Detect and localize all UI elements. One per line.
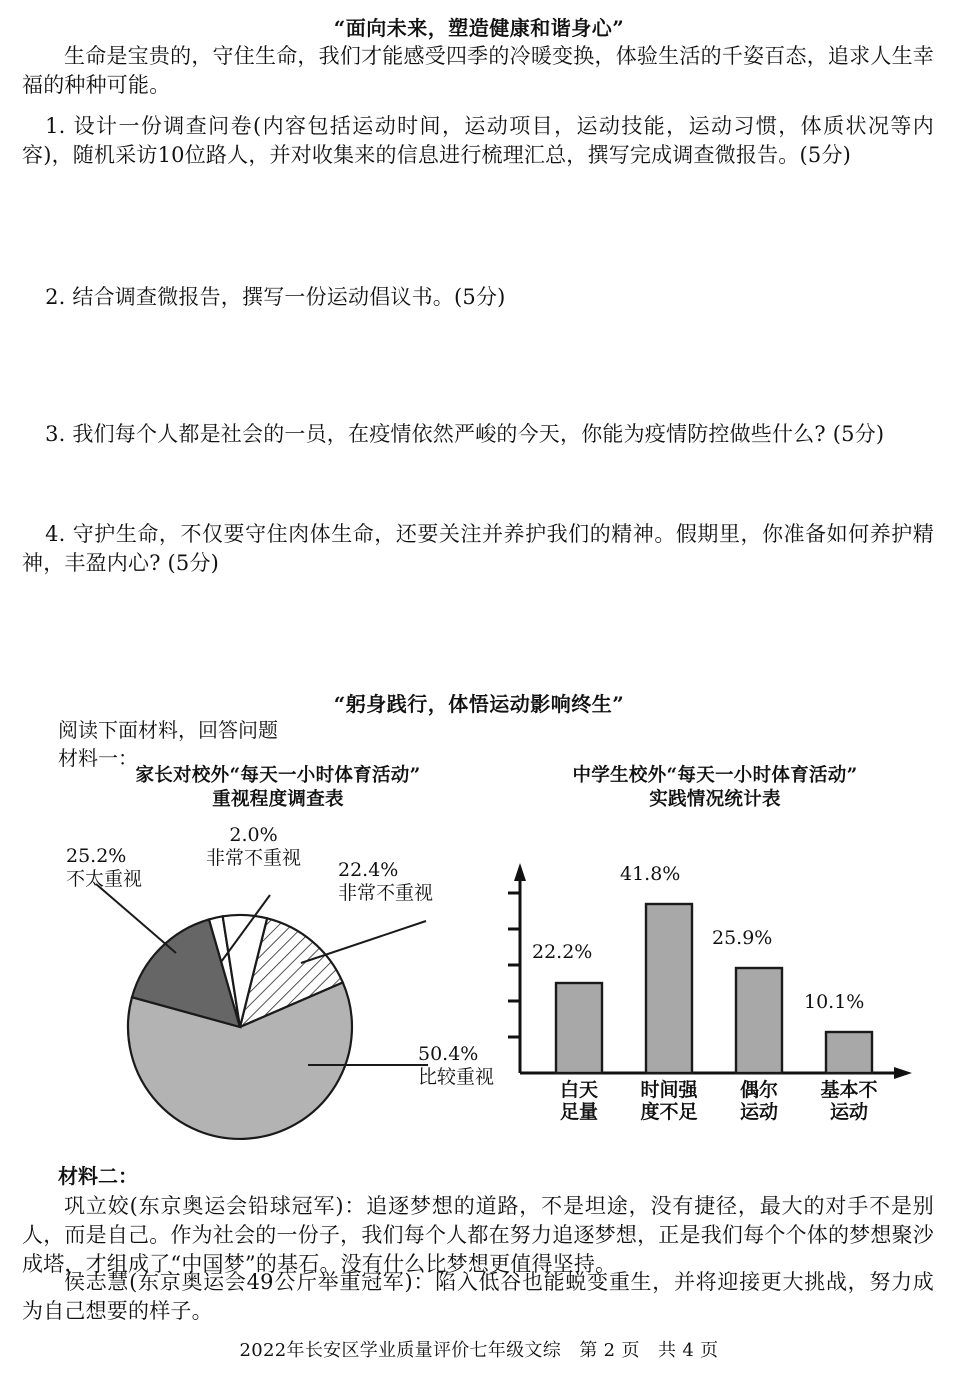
pie-label-fairly-important-504 xyxy=(418,1043,494,1089)
pie-label-pct-224: 22.4% xyxy=(338,858,399,881)
bar-value-label-2: 41.8% xyxy=(620,862,681,885)
question-2: 2. 结合调查微报告，撰写一份运动倡议书。(5分) xyxy=(45,285,506,309)
bar-category-label-4-line-1: 基本不 xyxy=(820,1078,878,1101)
pie-leader-line-224 xyxy=(301,921,426,963)
material-two-label: 材料二： xyxy=(58,1164,138,1188)
pie-title-line-2: 重视程度调查表 xyxy=(212,789,344,811)
material-one-label: 材料一： xyxy=(58,746,138,771)
bar-value-label-4: 10.1% xyxy=(804,990,865,1013)
bar-category-label-4 xyxy=(812,1079,886,1124)
read-instruction: 阅读下面材料，回答问题 xyxy=(58,718,278,742)
bar-category-label-3-line-1: 偶尔 xyxy=(739,1078,778,1101)
section-two-title: “躬身践行，体悟运动影响终生” xyxy=(333,692,625,716)
material-two-paragraph-2: 侯志慧(东京奥运会49公斤举重冠军)：陷入低谷也能蜕变重生，并将迎接更大挑战，努力成为自己想要的样子。 xyxy=(22,1270,934,1323)
pie-label-pct-504: 50.4% xyxy=(418,1042,479,1065)
pie-label-pct-20: 2.0% xyxy=(229,823,278,846)
bar-chart-title xyxy=(500,764,930,813)
bar-category-label-2-line-2: 度不足 xyxy=(640,1101,698,1124)
pie-label-name-504: 比较重视 xyxy=(418,1065,495,1088)
charts-row xyxy=(0,764,958,1154)
bar-value-label-3: 25.9% xyxy=(712,926,773,949)
pie-label-name-252: 不太重视 xyxy=(66,867,143,890)
bar-value-label-1: 22.2% xyxy=(532,940,593,963)
bar-chart-x-axis-arrow xyxy=(894,1067,912,1079)
bar-title-line-1: 中学生校外“每天一小时体育活动” xyxy=(572,765,858,786)
pie-label-pct-252: 25.2% xyxy=(66,844,127,867)
bar-category-label-1-line-2: 足量 xyxy=(559,1101,598,1124)
pie-label-very-unimportant-224 xyxy=(338,859,433,905)
question-4: 4. 守护生命，不仅要守住肉体生命，还要关注并养护我们的精神。假期里，你准备如何养护精神，丰盈内心? (5分) xyxy=(22,522,934,575)
bar-chart-canvas xyxy=(500,815,930,1145)
bar-category-label-1-line-1: 白天 xyxy=(559,1078,598,1101)
page-footer: 2022年长安区学业质量评价七年级文综 第 2 页 共 4 页 xyxy=(239,1340,719,1361)
bar-category-label-2-line-1: 时间强 xyxy=(640,1078,698,1101)
bar-chart-block xyxy=(500,764,930,1145)
pie-label-name-224: 非常不重视 xyxy=(338,881,434,904)
question-3: 3. 我们每个人都是社会的一员，在疫情依然严峻的今天，你能为疫情防控做些什么? (5分) xyxy=(45,422,885,446)
bar-category-label-4-line-2: 运动 xyxy=(829,1101,868,1124)
bar-insufficient-time-intensity xyxy=(646,904,692,1073)
section-one-title: “面向未来，塑造健康和谐身心” xyxy=(333,16,625,40)
bar-category-label-3-line-2: 运动 xyxy=(739,1101,778,1124)
bar-occasional-exercise xyxy=(736,968,782,1073)
pie-label-not-very-important-252 xyxy=(66,845,142,891)
bar-chart-y-axis-arrow xyxy=(514,863,526,881)
bar-category-label-3 xyxy=(722,1079,796,1124)
bar-basically-no-exercise xyxy=(826,1032,872,1073)
pie-leader-line-252 xyxy=(96,884,176,953)
pie-label-very-unimportant-20 xyxy=(206,824,301,870)
pie-chart-title xyxy=(58,764,498,813)
bar-category-label-1 xyxy=(542,1079,616,1124)
pie-label-name-20: 非常不重视 xyxy=(206,846,302,869)
bar-title-line-2: 实践情况统计表 xyxy=(649,789,781,811)
bar-daytime-sufficient xyxy=(556,983,602,1073)
pie-chart-canvas xyxy=(58,815,498,1145)
pie-chart-block xyxy=(58,764,498,1145)
bar-category-label-2 xyxy=(632,1079,706,1124)
material-two-paragraph-1: 巩立姣(东京奥运会铅球冠军)：追逐梦想的道路，不是坦途，没有捷径，最大的对手不是别人，而是自己。作为社会的一份子，我们每个人都在努力追逐梦想，正是我们每个个体的梦想聚沙成塔，才组成了“中国梦”的基石。没有什么比梦想更值得坚持。 xyxy=(22,1194,934,1276)
pie-title-line-1: 家长对校外“每天一小时体育活动” xyxy=(135,765,421,786)
question-1: 1. 设计一份调查问卷(内容包括运动时间，运动项目，运动技能，运动习惯，体质状况等内容)，随机采访10位路人，并对收集来的信息进行梳理汇总，撰写完成调查微报告。(5分) xyxy=(22,114,934,167)
intro-paragraph: 生命是宝贵的，守住生命，我们才能感受四季的冷暖变换，体验生活的千姿百态，追求人生幸福的种种可能。 xyxy=(22,44,934,97)
